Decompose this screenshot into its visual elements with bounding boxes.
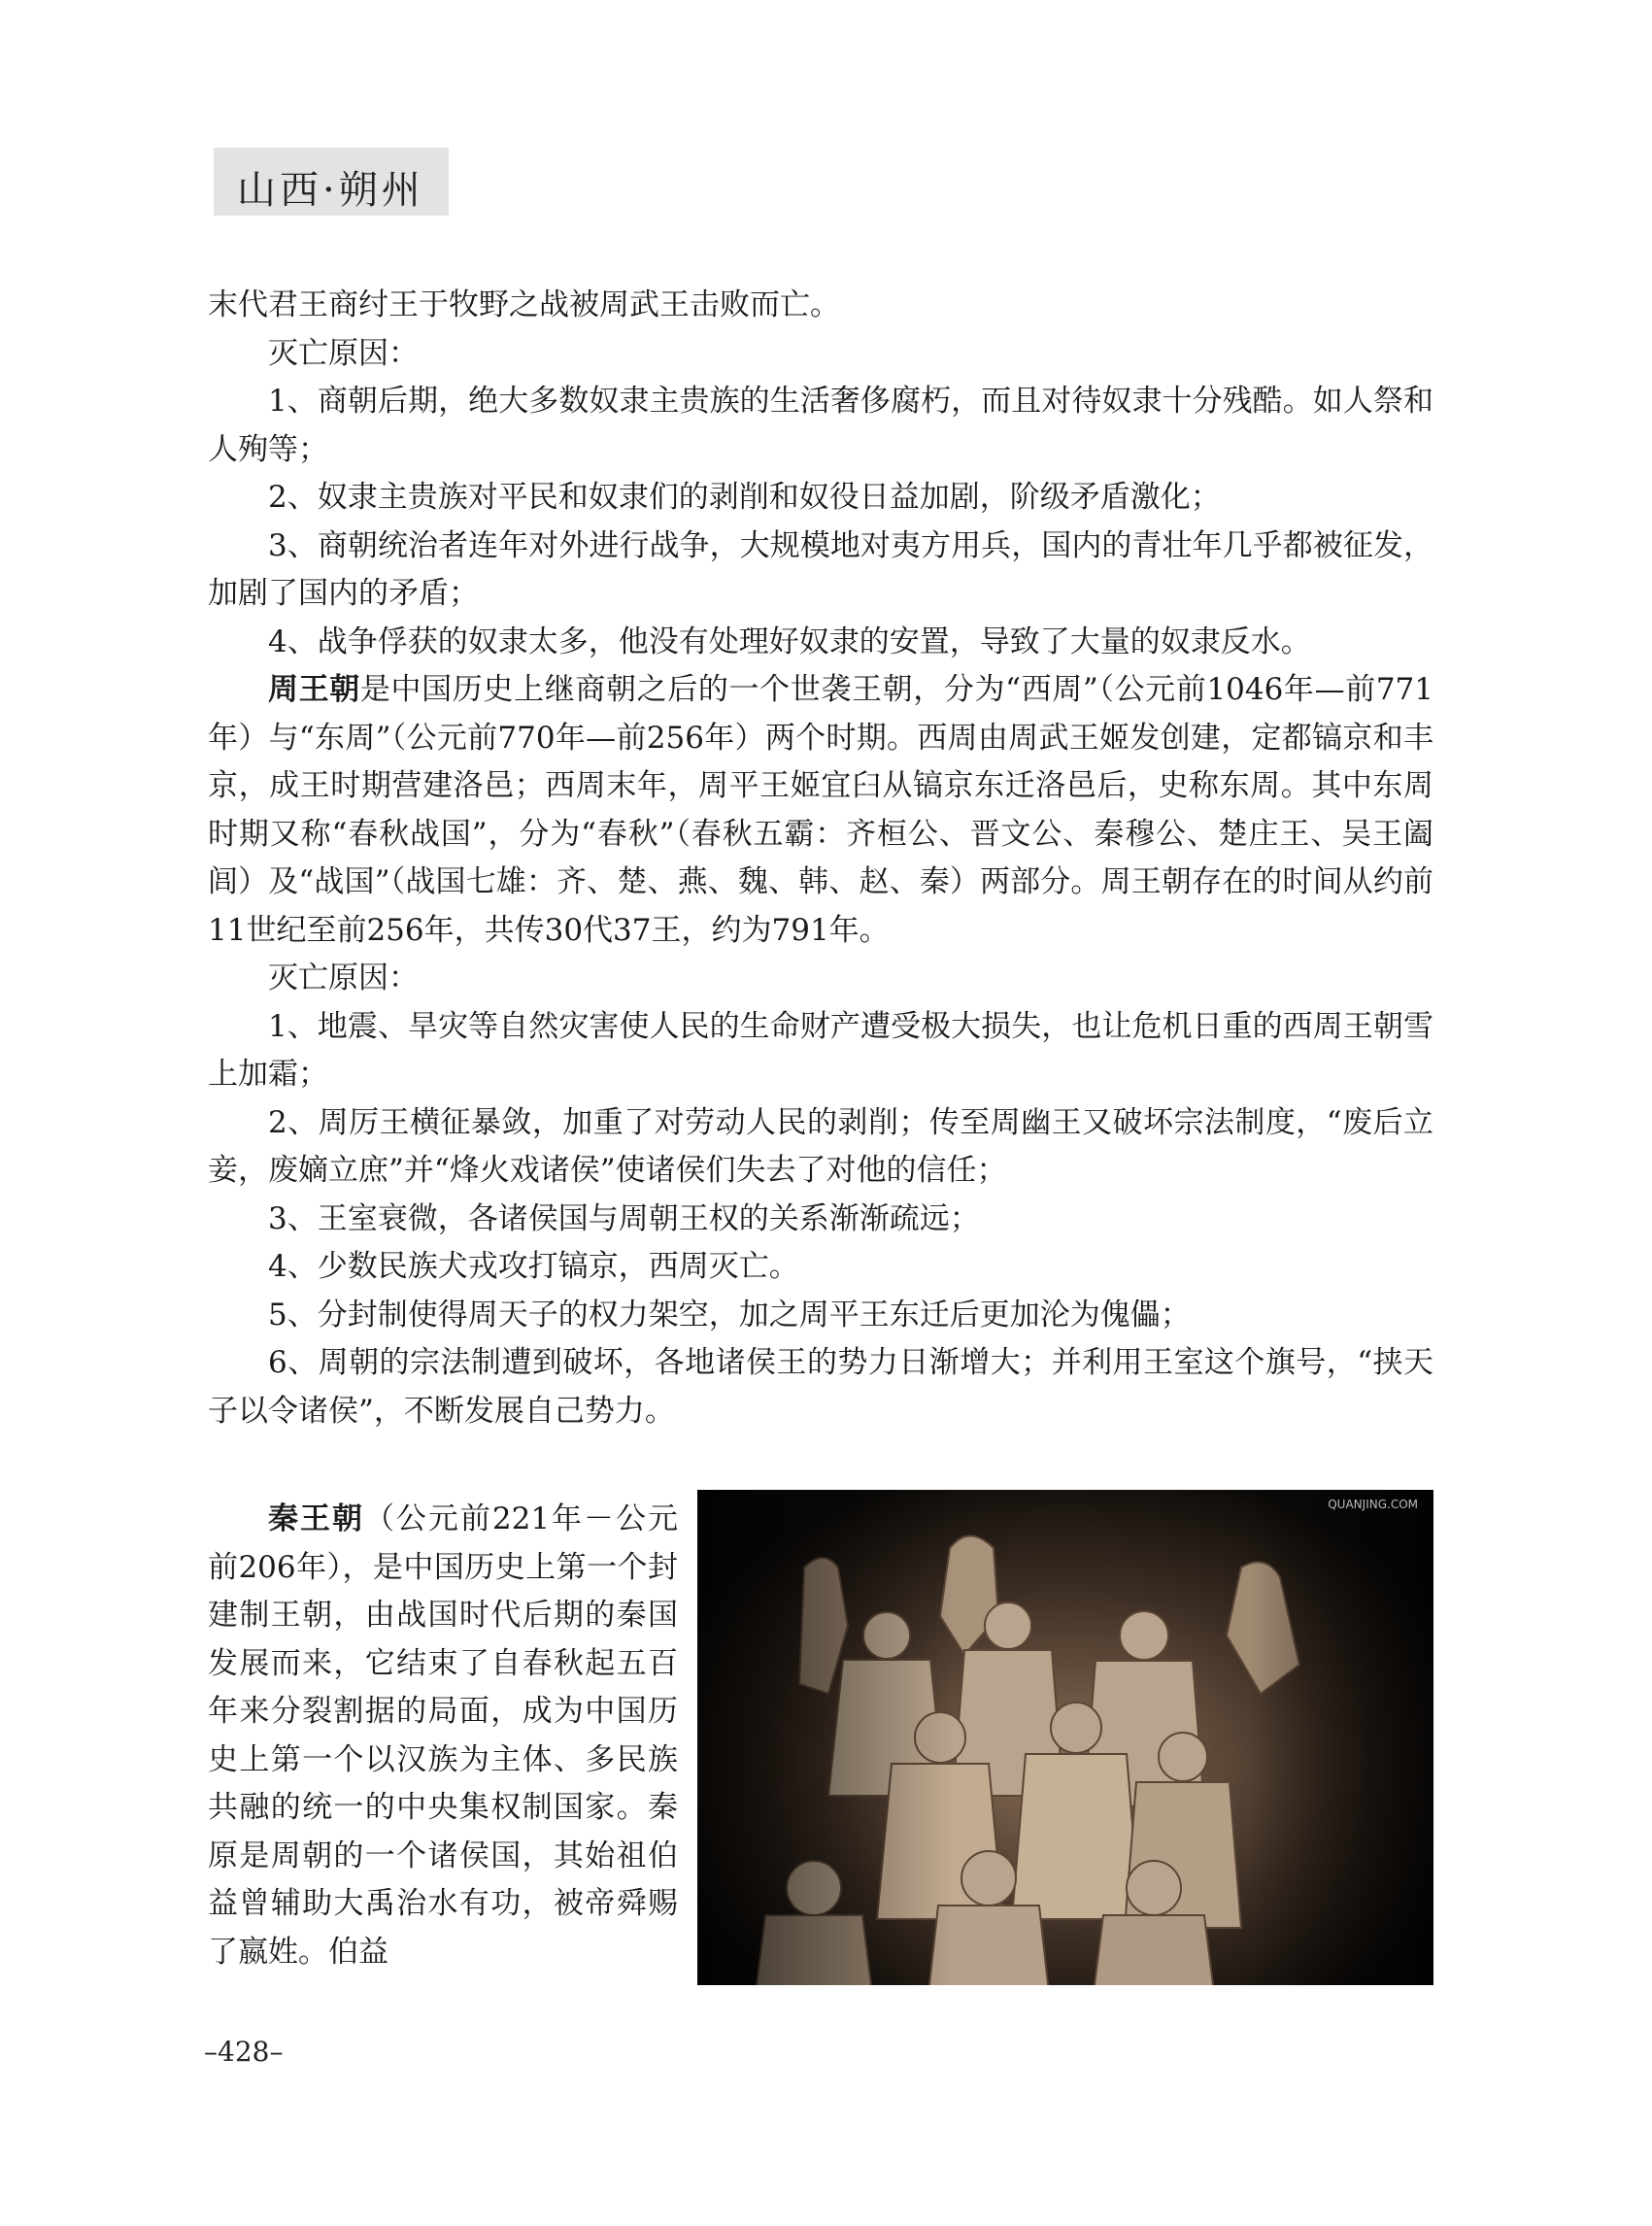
terracotta-warriors-illustration: [697, 1490, 1433, 1985]
qin-text: （公元前221年－公元前206年），是中国历史上第一个封建制王朝，由战国时代后期的秦国发展而来，它结束了自春秋起五百年来分裂割据的局面，成为中国历史上第一个以汉族为主体、多民族共融的统一的中央集权制国家。秦原是周朝的一个诸侯国，其始祖伯益曾辅助大禹治水有功，被帝舜赐了嬴姓。伯益: [208, 1501, 678, 1970]
page-number: –428–: [204, 2036, 284, 2068]
paragraph: 3、商朝统治者连年对外进行战争，大规模地对夷方用兵，国内的青壮年几乎都被征发，加剧了国内的矛盾；: [208, 527, 1433, 611]
paragraph: 1、商朝后期，绝大多数奴隶主贵族的生活奢侈腐朽，而且对待奴隶十分残酷。如人祭和人殉等；: [208, 384, 1433, 467]
header-title: 山西·朔州: [237, 168, 424, 213]
paragraph: 1、地震、旱灾等自然灾害使人民的生命财产遭受极大损失，也让危机日重的西周王朝雪上加霜；: [208, 1008, 1433, 1092]
paragraph: 2、奴隶主贵族对平民和奴隶们的剥削和奴役日益加剧，阶级矛盾激化；: [268, 480, 1221, 515]
paragraph: 4、少数民族犬戎攻打镐京，西周灭亡。: [268, 1249, 799, 1284]
zhou-text: 是中国历史上继商朝之后的一个世袭王朝，分为“西周”（公元前1046年—前771年）与“东周”（公元前770年—前256年）两个时期。西周由周武王姬发创建，定都镐京和丰京，成王时期营建洛邑；西周末年，周平王姬宜臼从镐京东迁洛邑后，史称东周。其中东周时期又称“春秋战国”，分为“春秋”（春秋五霸：齐桓公、晋文公、秦穆公、楚庄王、吴王阖闾）及“战国”（战国七雄：齐、楚、燕、魏、韩、赵、秦）两部分。周王朝存在的时间从约前11世纪至前256年，共传30代37王，约为791年。: [208, 672, 1434, 948]
body-text: [208, 282, 1433, 1435]
zhou-term: 周王朝: [268, 672, 360, 707]
paragraph: 5、分封制使得周天子的权力架空，加之周平王东迁后更加沦为傀儡；: [268, 1297, 1191, 1332]
photo-watermark: QUANJING.COM: [1328, 1498, 1418, 1511]
header-tab: [214, 148, 449, 216]
paragraph: 4、战争俘获的奴隶太多，他没有处理好奴隶的安置，导致了大量的奴隶反水。: [268, 624, 1311, 659]
zhou-paragraph: [208, 666, 1433, 955]
paragraph: 末代君王商纣王于牧野之战被周武王击败而亡。: [208, 287, 840, 322]
terracotta-warriors-photo: [697, 1490, 1433, 1985]
paragraph: 6、周朝的宗法制遭到破坏，各地诸侯王的势力日渐增大；并利用王室这个旗号，“挟天子以令诸侯”，不断发展自己势力。: [208, 1345, 1433, 1429]
paragraph: 3、王室衰微，各诸侯国与周朝王权的关系渐渐疏远；: [268, 1200, 980, 1236]
paragraph: 灭亡原因：: [268, 961, 419, 995]
paragraph: 灭亡原因：: [268, 335, 419, 371]
paragraph: 2、周厉王横征暴敛，加重了对劳动人民的剥削；传至周幽王又破坏宗法制度，“废后立妾，废嫡立庶”并“烽火戏诸侯”使诸侯们失去了对他的信任；: [208, 1104, 1433, 1188]
qin-term: 秦王朝: [268, 1501, 364, 1536]
qin-paragraph: [208, 1496, 678, 1976]
